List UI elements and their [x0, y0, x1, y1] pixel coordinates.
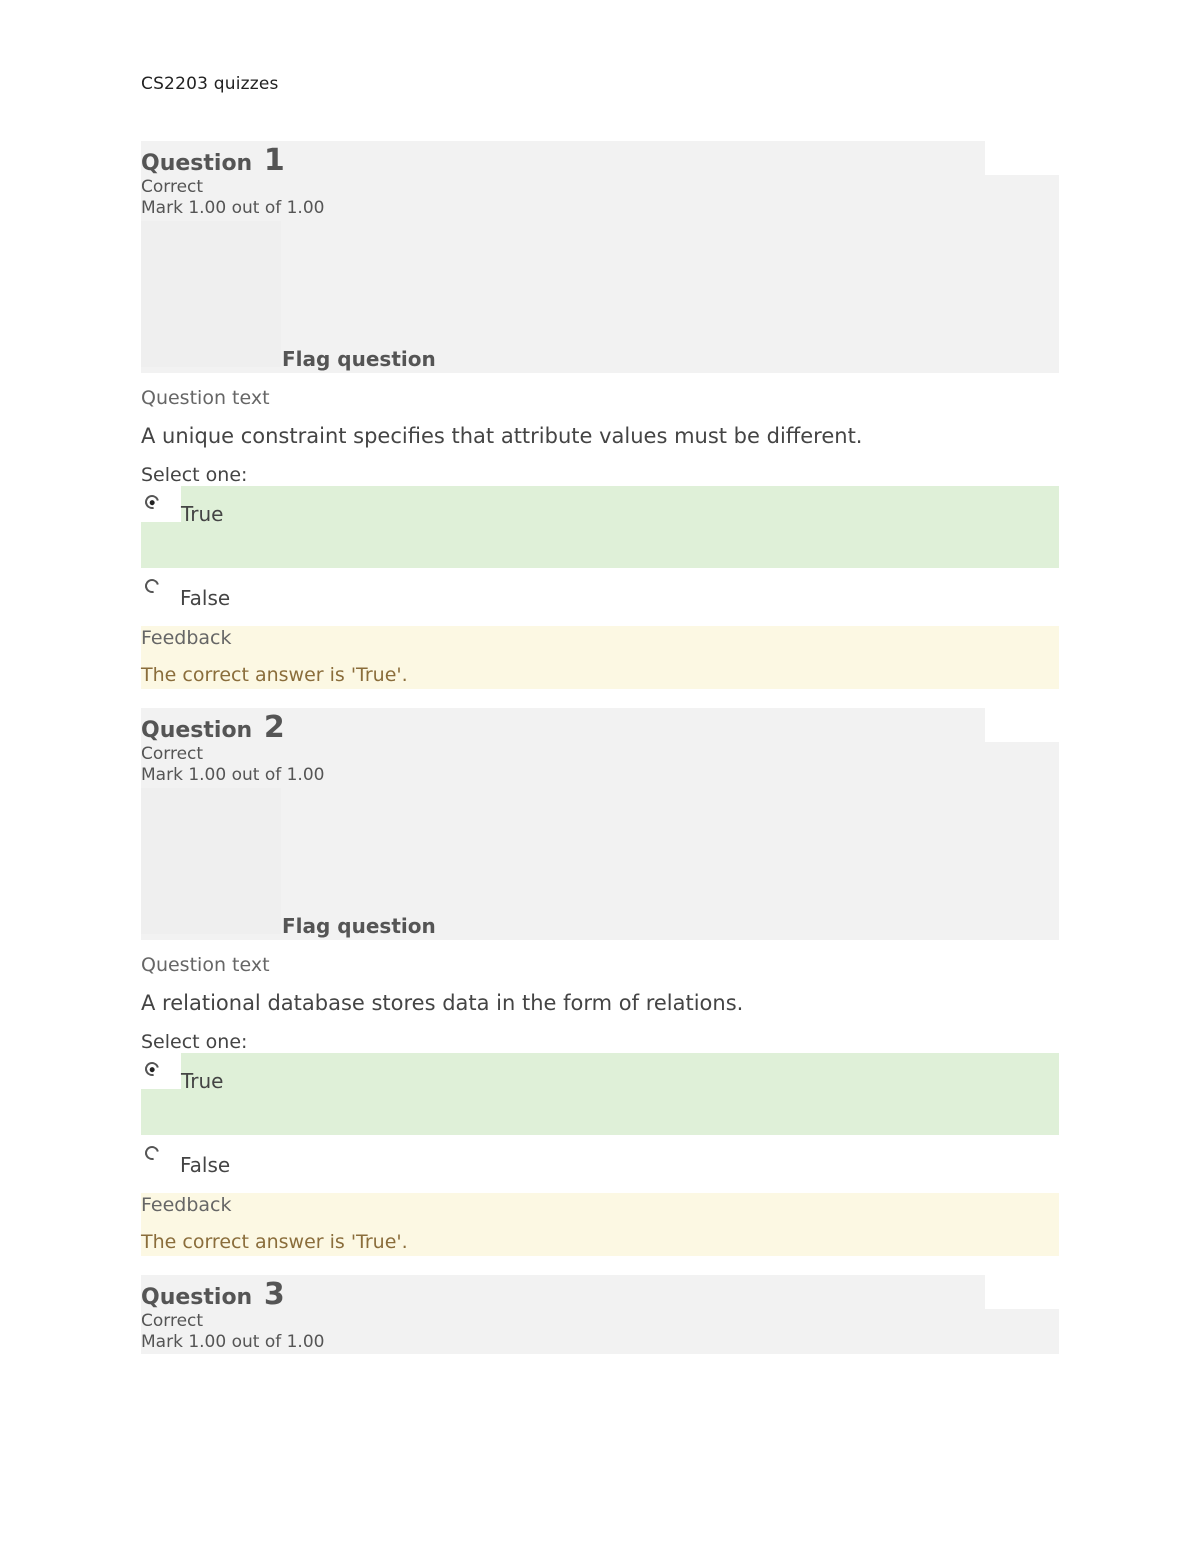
feedback-label: Feedback	[141, 627, 232, 649]
answer-option-true[interactable]	[141, 1053, 1059, 1135]
feedback-text: The correct answer is 'True'.	[141, 664, 408, 686]
radio-checked-icon[interactable]	[142, 492, 161, 511]
question-text-label: Question text	[141, 387, 270, 409]
select-one-label: Select one:	[141, 1031, 248, 1053]
answer-label: False	[180, 586, 231, 610]
question-content	[141, 387, 1059, 689]
question-number: 3	[263, 1277, 285, 1312]
answer-label: True	[181, 502, 224, 526]
flag-question-button[interactable]: Flag question	[282, 914, 436, 938]
answer-label: True	[181, 1069, 224, 1093]
question-heading: Question 3	[141, 1277, 285, 1312]
answer-label: False	[180, 1153, 231, 1177]
question-2	[141, 708, 1059, 1256]
select-one-label: Select one:	[141, 464, 248, 486]
question-number: 2	[263, 710, 285, 745]
feedback-box	[141, 1193, 1059, 1256]
question-info	[141, 708, 1059, 940]
question-heading: Question 1	[141, 143, 285, 178]
radio-checked-icon[interactable]	[142, 1059, 161, 1078]
answer-option-false[interactable]	[141, 1135, 1059, 1193]
question-state: Correct	[141, 1311, 204, 1331]
question-1	[141, 141, 1059, 689]
question-grade: Mark 1.00 out of 1.00	[141, 765, 325, 785]
document-title: CS2203 quizzes	[141, 74, 279, 94]
feedback-label: Feedback	[141, 1194, 232, 1216]
question-state: Correct	[141, 177, 204, 197]
question-text: A unique constraint specifies that attribute values must be different.	[141, 424, 863, 448]
answer-option-false[interactable]	[141, 568, 1059, 626]
question-content	[141, 954, 1059, 1256]
question-3	[141, 1275, 1059, 1354]
flag-question-button[interactable]: Flag question	[282, 347, 436, 371]
feedback-text: The correct answer is 'True'.	[141, 1231, 408, 1253]
radio-unchecked-icon[interactable]	[142, 1143, 161, 1162]
answer-option-true[interactable]	[141, 486, 1059, 568]
question-heading: Question 2	[141, 710, 285, 745]
question-number: 1	[263, 143, 285, 178]
question-grade: Mark 1.00 out of 1.00	[141, 1332, 325, 1352]
feedback-box	[141, 626, 1059, 689]
question-text-label: Question text	[141, 954, 270, 976]
question-state: Correct	[141, 744, 204, 764]
question-info	[141, 141, 1059, 373]
radio-unchecked-icon[interactable]	[142, 576, 161, 595]
question-text: A relational database stores data in the form of relations.	[141, 991, 744, 1015]
question-grade: Mark 1.00 out of 1.00	[141, 198, 325, 218]
